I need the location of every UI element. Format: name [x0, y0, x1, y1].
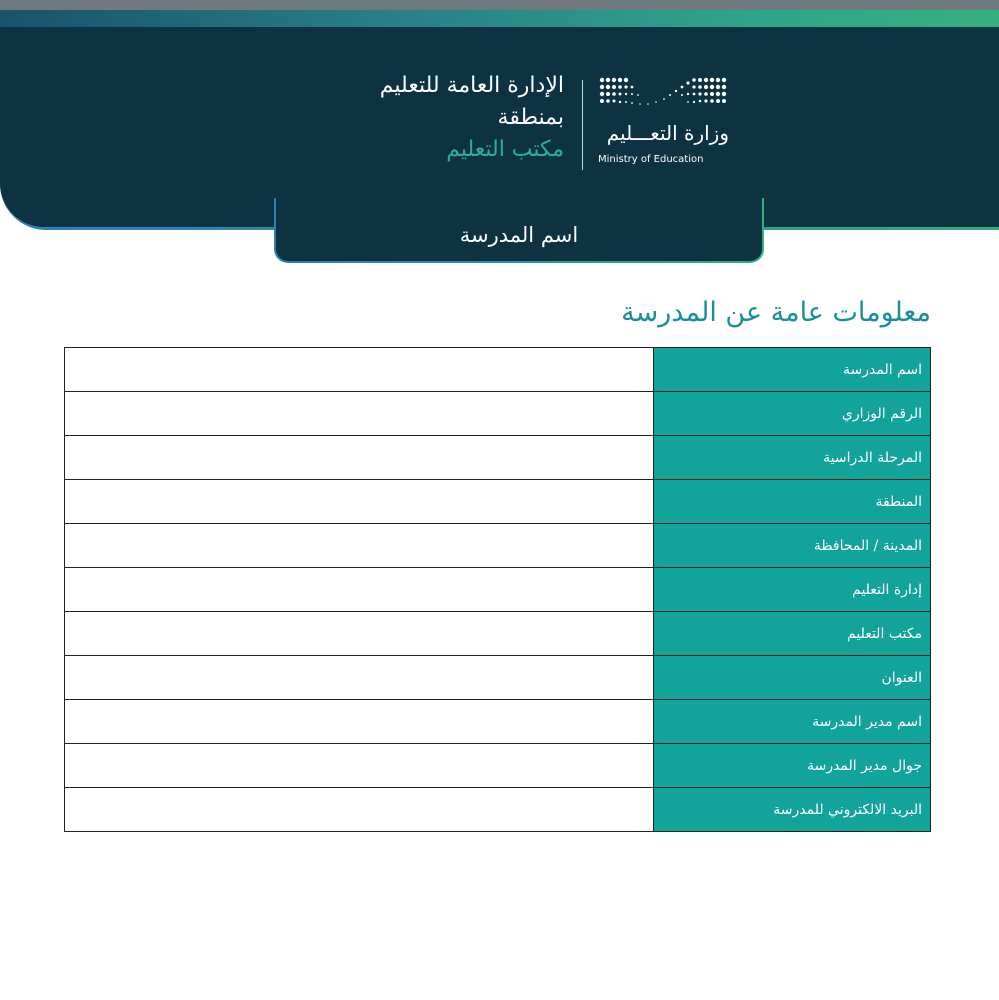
table-row [65, 788, 931, 832]
row-value-field[interactable] [65, 700, 654, 744]
education-office: مكتب التعليم [446, 137, 564, 162]
admin-line-2: بمنطقة [497, 105, 564, 130]
row-value-field[interactable] [65, 568, 654, 612]
section-title: معلومات عامة عن المدرسة [621, 297, 931, 328]
row-label: إدارة التعليم [654, 568, 931, 612]
table-row [65, 700, 931, 744]
row-value-field[interactable] [65, 436, 654, 480]
table-row [65, 392, 931, 436]
row-label: اسم المدرسة [654, 348, 931, 392]
top-strip [0, 0, 999, 10]
row-label: جوال مدير المدرسة [654, 744, 931, 788]
table-row [65, 524, 931, 568]
row-value-field[interactable] [65, 524, 654, 568]
table-row [65, 436, 931, 480]
school-info-table [64, 347, 931, 832]
row-label: اسم مدير المدرسة [654, 700, 931, 744]
ministry-name-english: Ministry of Education [598, 154, 704, 165]
table-row [65, 348, 931, 392]
ministry-name-arabic: وزارة التعـــليم [606, 121, 729, 145]
table-row [65, 656, 931, 700]
row-label: مكتب التعليم [654, 612, 931, 656]
row-value-field[interactable] [65, 348, 654, 392]
admin-line-1: الإدارة العامة للتعليم [379, 73, 564, 98]
table-row [65, 744, 931, 788]
ministry-logo-dots-icon [596, 74, 731, 114]
row-value-field[interactable] [65, 656, 654, 700]
row-label: المرحلة الدراسية [654, 436, 931, 480]
logo-divider [582, 80, 583, 170]
gradient-strip [0, 10, 999, 27]
table-row [65, 568, 931, 612]
row-label: الرقم الوزاري [654, 392, 931, 436]
row-label: البريد الالكتروني للمدرسة [654, 788, 931, 832]
education-administration-block [380, 70, 564, 166]
row-value-field[interactable] [65, 744, 654, 788]
row-value-field[interactable] [65, 612, 654, 656]
table-row [65, 612, 931, 656]
row-value-field[interactable] [65, 788, 654, 832]
table-row [65, 480, 931, 524]
row-value-field[interactable] [65, 480, 654, 524]
row-label: المدينة / المحافظة [654, 524, 931, 568]
school-name-tab: اسم المدرسة [276, 198, 762, 261]
row-value-field[interactable] [65, 392, 654, 436]
row-label: العنوان [654, 656, 931, 700]
row-label: المنطقة [654, 480, 931, 524]
ministry-logo [596, 74, 731, 174]
